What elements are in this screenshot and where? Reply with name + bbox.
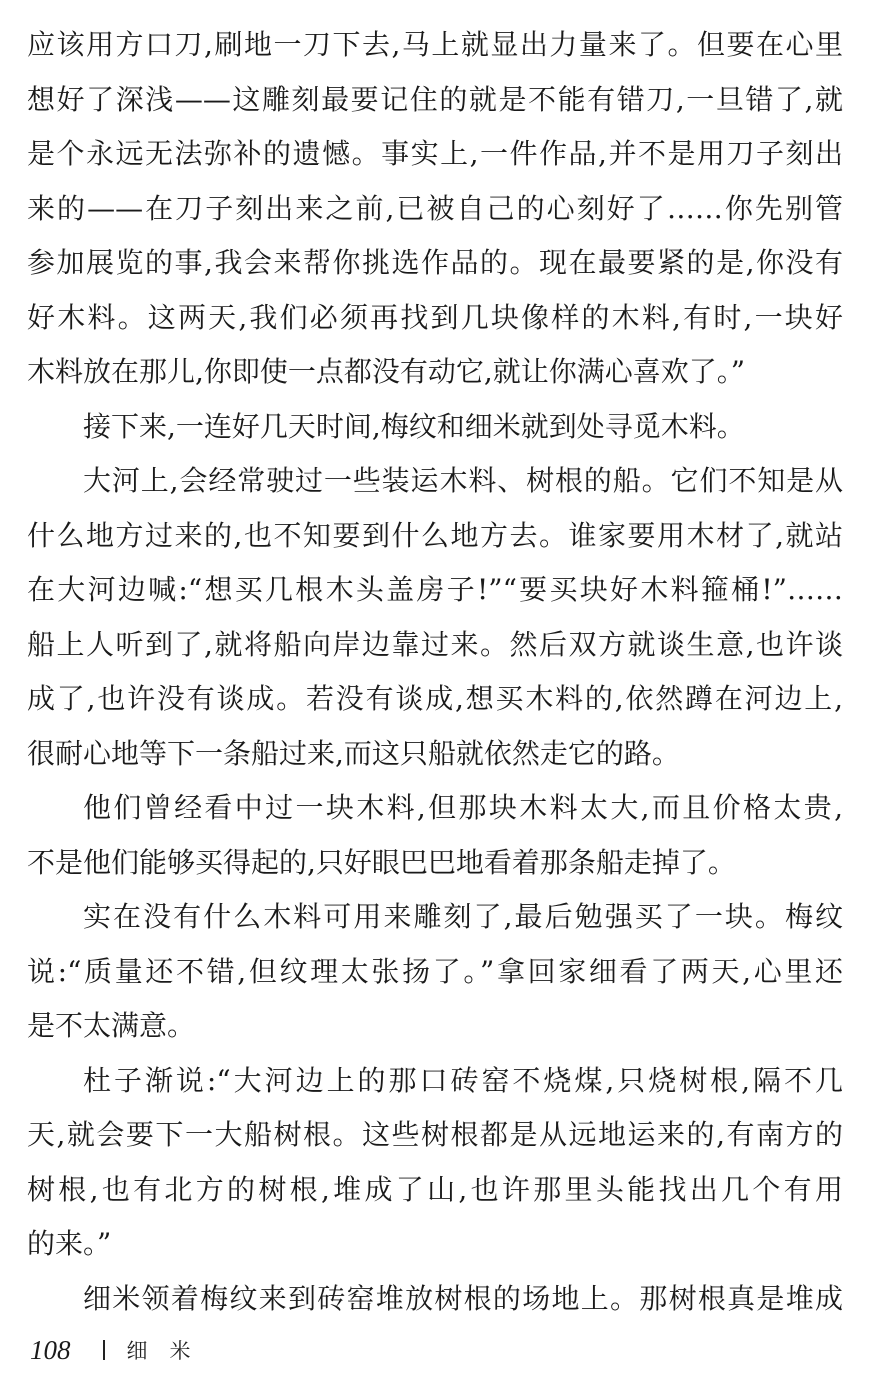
text-line: 很耐心地等下一条船过来,而这只船就依然走它的路。 [27, 736, 680, 770]
text-line: 是不太满意。 [27, 1009, 196, 1042]
page-number: 108 [30, 1334, 71, 1365]
text-line: 在大河边喊:“想买几根木头盖房子!”“要买块好木料箍桶!”…… [27, 573, 843, 606]
footer-separator [103, 1340, 105, 1360]
text-line: 天,就会要下一大船树根。这些树根都是从远地运来的,有南方的 [27, 1118, 843, 1151]
text-line: 想好了深浅——这雕刻最要记住的就是不能有错刀,一旦错了,就 [27, 82, 843, 116]
text-line: 参加展览的事,我会来帮你挑选作品的。现在最要紧的是,你没有 [27, 246, 843, 279]
text-line: 船上人听到了,就将船向岸边靠过来。然后双方就谈生意,也许谈 [27, 627, 843, 661]
text-line: 说:“质量还不错,但纹理太张扬了。”拿回家细看了两天,心里还 [27, 954, 843, 988]
text-line: 什么地方过来的,也不知要到什么地方去。谁家要用木材了,就站 [27, 518, 843, 552]
text-line: 不是他们能够买得起的,只好眼巴巴地看着那条船走掉了。 [27, 845, 736, 879]
text-line: 细米领着梅纹来到砖窑堆放树根的场地上。那树根真是堆成 [83, 1281, 843, 1315]
text-line: 来的——在刀子刻出来之前,已被自己的心刻好了……你先别管 [27, 191, 843, 225]
text-line: 实在没有什么木料可用来雕刻了,最后勉强买了一块。梅纹 [83, 900, 843, 933]
text-line: 好木料。这两天,我们必须再找到几块像样的木料,有时,一块好 [27, 300, 843, 334]
text-line: 成了,也许没有谈成。若没有谈成,想买木料的,依然蹲在河边上, [27, 682, 843, 715]
text-line: 是个永远无法弥补的遗憾。事实上,一件作品,并不是用刀子刻出 [27, 137, 843, 170]
text-line: 树根,也有北方的树根,堆成了山,也许那里头能找出几个有用 [27, 1172, 843, 1206]
text-line: 大河上,会经常驶过一些装运木料、树根的船。它们不知是从 [83, 464, 843, 497]
text-line: 木料放在那儿,你即使一点都没有动它,就让你满心喜欢了。” [27, 355, 746, 388]
body-text [27, 18, 843, 1326]
text-line: 他们曾经看中过一块木料,但那块木料太大,而且价格太贵, [83, 791, 843, 824]
page-footer [30, 1330, 213, 1370]
text-line: 接下来,一连好几天时间,梅纹和细米就到处寻觅木料。 [83, 409, 745, 443]
text-line: 应该用方口刀,刷地一刀下去,马上就显出力量来了。但要在心里 [27, 28, 843, 61]
book-title: 细米 [126, 1339, 213, 1363]
text-line: 杜子渐说:“大河边上的那口砖窑不烧煤,只烧树根,隔不几 [83, 1063, 843, 1097]
text-line: 的来。” [27, 1227, 112, 1260]
